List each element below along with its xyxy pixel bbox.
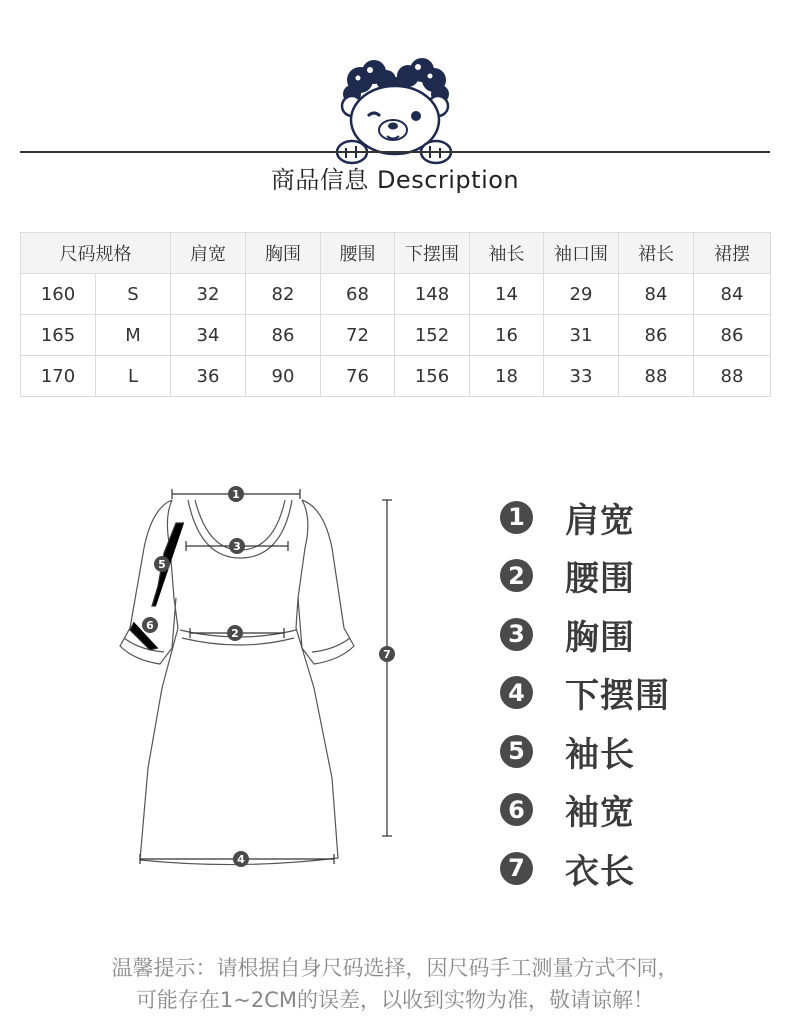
header-skirt-hem: 裙摆	[694, 233, 771, 274]
table-cell: 88	[619, 356, 694, 397]
size-table	[20, 232, 771, 397]
legend-label: 下摆围	[565, 676, 670, 717]
marker-4: 4	[237, 853, 245, 866]
notice-line-1: 温馨提示：请根据自身尺码选择，因尺码手工测量方式不同，	[111, 956, 679, 980]
legend-label: 腰围	[565, 559, 635, 600]
legend-number: 4	[500, 676, 533, 709]
table-cell: 156	[395, 356, 470, 397]
marker-5: 5	[158, 558, 166, 571]
table-cell: 170	[21, 356, 96, 397]
legend-item	[500, 664, 740, 723]
table-header-row	[21, 233, 771, 274]
header-sleeve-length: 袖长	[470, 233, 544, 274]
table-cell: 84	[694, 274, 771, 315]
table-cell: 33	[544, 356, 619, 397]
legend-number: 6	[500, 793, 533, 826]
bear-mascot-icon	[330, 58, 460, 166]
table-cell: 76	[321, 356, 395, 397]
table-cell: 165	[21, 315, 96, 356]
table-cell: 31	[544, 315, 619, 356]
page-title: 商品信息 Description	[270, 166, 520, 194]
legend-number: 2	[500, 559, 533, 592]
legend-number: 3	[500, 618, 533, 651]
header-hem: 下摆围	[395, 233, 470, 274]
header-skirt-length: 裙长	[619, 233, 694, 274]
legend-item	[500, 781, 740, 840]
table-cell: 160	[21, 274, 96, 315]
table-cell: 88	[694, 356, 771, 397]
notice-line-2: 可能存在1~2CM的误差，以收到实物为准，敬请谅解！	[135, 988, 655, 1012]
table-row	[21, 315, 771, 356]
legend-label: 肩宽	[565, 500, 635, 541]
table-cell: 84	[619, 274, 694, 315]
measurement-legend	[500, 488, 740, 898]
legend-number: 7	[500, 852, 533, 885]
header-cuff: 袖口围	[544, 233, 619, 274]
header-chest: 胸围	[246, 233, 321, 274]
legend-item	[500, 722, 740, 781]
table-cell: 82	[246, 274, 321, 315]
table-cell: 14	[470, 274, 544, 315]
legend-label: 衣长	[565, 851, 635, 892]
legend-item	[500, 839, 740, 898]
marker-3: 3	[233, 540, 241, 553]
legend-number: 5	[500, 735, 533, 768]
table-cell: 18	[470, 356, 544, 397]
dress-outline-icon	[100, 478, 420, 878]
legend-number: 1	[500, 501, 533, 534]
table-cell: 34	[171, 315, 246, 356]
table-cell: 90	[246, 356, 321, 397]
legend-label: 袖宽	[565, 793, 635, 834]
legend-label: 袖长	[565, 734, 635, 775]
legend-label: 胸围	[565, 617, 635, 658]
marker-1: 1	[232, 488, 240, 501]
table-cell: 72	[321, 315, 395, 356]
legend-item	[500, 488, 740, 547]
table-cell: L	[96, 356, 171, 397]
legend-item	[500, 605, 740, 664]
table-cell: 29	[544, 274, 619, 315]
table-cell: M	[96, 315, 171, 356]
table-row	[21, 274, 771, 315]
table-cell: 86	[694, 315, 771, 356]
table-cell: 86	[246, 315, 321, 356]
header-shoulder: 肩宽	[171, 233, 246, 274]
marker-6: 6	[146, 619, 154, 632]
marker-2: 2	[231, 627, 239, 640]
size-notice	[0, 952, 790, 1016]
table-cell: S	[96, 274, 171, 315]
table-cell: 68	[321, 274, 395, 315]
header-waist: 腰围	[321, 233, 395, 274]
header-size-spec: 尺码规格	[21, 233, 171, 274]
table-cell: 32	[171, 274, 246, 315]
table-cell: 152	[395, 315, 470, 356]
header-divider	[20, 151, 770, 153]
marker-7: 7	[383, 648, 391, 661]
table-cell: 36	[171, 356, 246, 397]
table-row	[21, 356, 771, 397]
legend-item	[500, 547, 740, 606]
table-cell: 16	[470, 315, 544, 356]
table-cell: 148	[395, 274, 470, 315]
table-cell: 86	[619, 315, 694, 356]
